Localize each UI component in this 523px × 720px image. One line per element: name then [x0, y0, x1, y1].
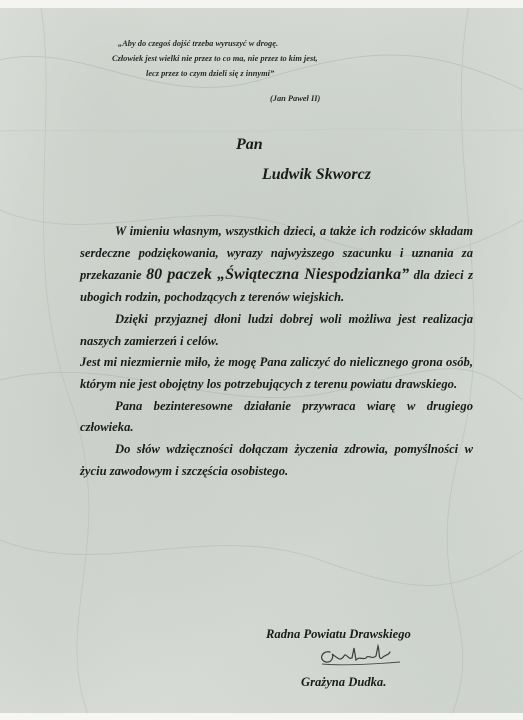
thanks-text-end: dla dzieci z ubogich rodzin, pochodzących z terenów wiejskich.	[80, 268, 473, 305]
handwritten-signature	[316, 642, 406, 670]
paragraph-thanks	[80, 221, 473, 309]
paragraph-faith: Pana bezinteresowne działanie przywraca wiarę w drugiego człowieka.	[80, 398, 473, 435]
motto-quote	[112, 36, 352, 81]
gift-highlight: 80 paczek „Świąteczna Niespodzianka”	[146, 266, 410, 284]
quote-author: (Jan Paweł II)	[270, 94, 321, 103]
signer-name: Grażyna Dudka.	[301, 675, 387, 689]
scan-top-edge	[0, 0, 523, 8]
quote-line-1: „Aby do czegoś dojść trzeba wyruszyć w drogę.	[118, 39, 279, 48]
signer-title: Radna Powiatu Drawskiego	[266, 627, 411, 641]
quote-line-3: lecz przez to czym dzieli się z innymi”	[146, 69, 275, 78]
scan-bottom-edge	[0, 713, 523, 720]
fold-crease	[0, 128, 523, 134]
recipient-name: Ludwik Skworcz	[262, 166, 371, 183]
paragraph-pleasure: Jest mi niezmiernie miło, że mogę Pana zaliczyć do nielicznego grona osób, którym nie jest obojętny los potrzebujących z terenu powiatu drawskiego.	[80, 355, 473, 391]
paragraph-wishes: Do słów wdzięczności dołączam życzenia zdrowia, pomyślności w życiu zawodowym i szczęścia osobistego.	[80, 442, 473, 478]
paragraph-kindness: Dzięki przyjaznej dłoni ludzi dobrej woli możliwa jest realizacja naszych zamierzeń i celów.	[80, 311, 473, 348]
thanks-text-start: W imieniu własnym, wszystkich dzieci, a także ich rodziców składam serdeczne podziękowania, wyrazy najwyższego szacunku i uznania za przekazanie	[80, 224, 473, 283]
salutation: Pan	[236, 136, 263, 153]
letter-body	[80, 221, 473, 482]
quote-line-2: Człowiek jest wielki nie przez to co ma, nie przez to kim jest,	[112, 54, 318, 63]
